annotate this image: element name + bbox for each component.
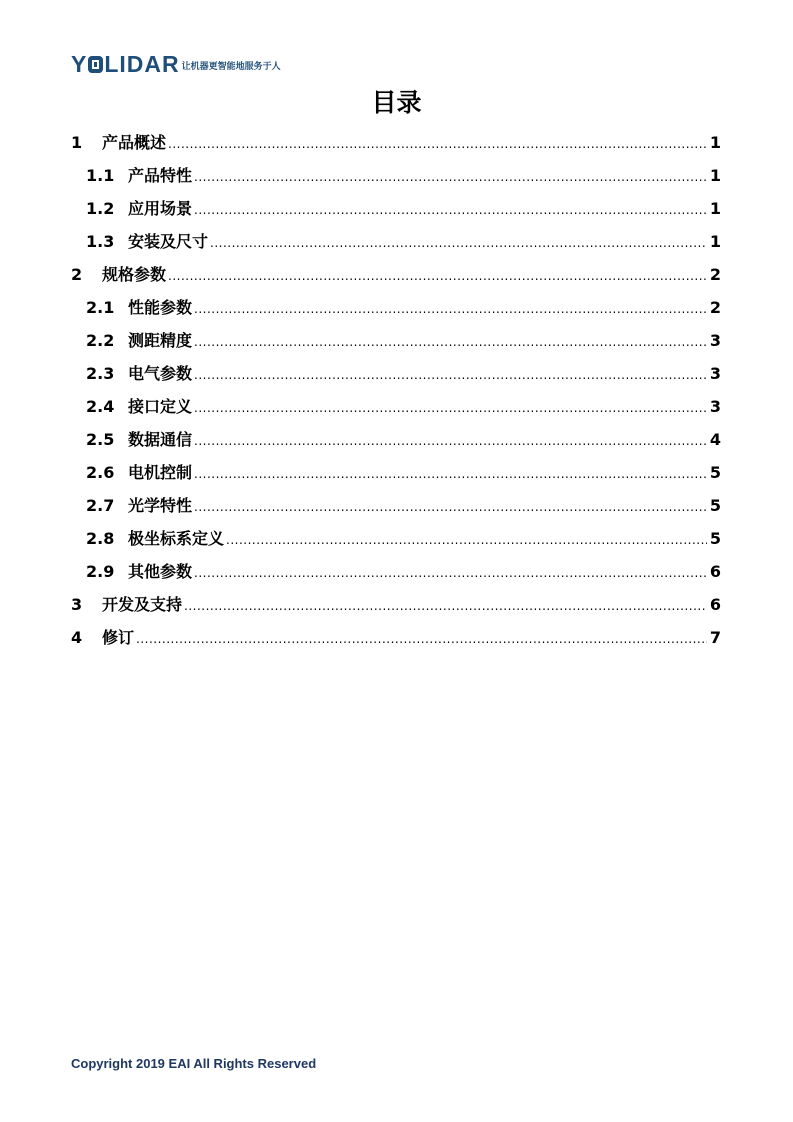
toc-entry-label: 接口定义 [128, 397, 193, 416]
toc-entry-label: 安装及尺寸 [128, 232, 209, 251]
toc-entry-number: 2.9 [86, 562, 115, 581]
toc-entry[interactable] [71, 556, 721, 589]
toc-entry-number: 2.3 [86, 364, 115, 383]
toc-dot-leader [194, 162, 707, 193]
toc-dot-leader [226, 525, 707, 556]
toc-entry[interactable] [71, 193, 721, 226]
toc-dot-leader [168, 261, 707, 292]
toc-entry-number: 1.3 [86, 232, 115, 251]
toc-dot-leader [184, 591, 707, 622]
toc-entry-page-number: 5 [709, 529, 721, 548]
toc-dot-leader [194, 360, 707, 391]
toc-entry-page-number: 1 [709, 166, 721, 185]
toc-entry[interactable] [71, 292, 721, 325]
toc-dot-leader [194, 393, 707, 424]
toc-entry-page-number: 5 [709, 496, 721, 515]
toc-entry[interactable] [71, 226, 721, 259]
logo-o-mark-icon [88, 56, 103, 73]
toc-entry-page-number: 3 [709, 364, 721, 383]
toc-entry-page-number: 5 [709, 463, 721, 482]
toc-entry-label: 数据通信 [128, 430, 193, 449]
toc-entry-page-number: 1 [709, 133, 721, 152]
logo-wordmark: Y LIDAR [71, 51, 180, 77]
toc-entry-number: 2.2 [86, 331, 115, 350]
toc-entry-number: 1 [71, 133, 83, 152]
toc-dot-leader [194, 558, 707, 589]
toc-entry-page-number: 1 [709, 199, 721, 218]
toc-dot-leader [168, 129, 707, 160]
toc-entry-label: 产品概述 [102, 133, 167, 152]
toc-entry-label: 应用场景 [128, 199, 193, 218]
toc-entry-number: 2.5 [86, 430, 115, 449]
toc-entry[interactable] [71, 523, 721, 556]
toc-entry-number: 2.1 [86, 298, 115, 317]
toc-entry-page-number: 6 [709, 562, 721, 581]
toc-dot-leader [194, 327, 707, 358]
toc-entry[interactable] [71, 358, 721, 391]
toc-entry-page-number: 4 [709, 430, 721, 449]
toc-entry-number: 2.7 [86, 496, 115, 515]
toc-entry-label: 测距精度 [128, 331, 193, 350]
toc-entry-label: 电机控制 [128, 463, 193, 482]
toc-dot-leader [210, 228, 707, 259]
toc-entry[interactable] [71, 490, 721, 523]
toc-entry-number: 1.2 [86, 199, 115, 218]
toc-entry[interactable] [71, 127, 721, 160]
toc-entry[interactable] [71, 160, 721, 193]
toc-dot-leader [194, 492, 707, 523]
toc-entry-number: 3 [71, 595, 83, 614]
toc-entry-number: 4 [71, 628, 83, 647]
footer-copyright: Copyright 2019 EAI All Rights Reserved [71, 1056, 317, 1071]
toc-dot-leader [194, 426, 707, 457]
brand-logo [71, 47, 281, 77]
toc-entry-number: 2 [71, 265, 83, 284]
toc-entry-label: 极坐标系定义 [128, 529, 225, 548]
toc-entry-number: 2.8 [86, 529, 115, 548]
toc-entry[interactable] [71, 325, 721, 358]
toc-entry-label: 性能参数 [128, 298, 193, 317]
toc-entry-page-number: 2 [709, 265, 721, 284]
toc-entry-page-number: 1 [709, 232, 721, 251]
toc-entry-number: 2.6 [86, 463, 115, 482]
toc-dot-leader [194, 195, 707, 226]
toc-entry-label: 修订 [102, 628, 135, 647]
toc-entry-label: 光学特性 [128, 496, 193, 515]
toc-entry-label: 其他参数 [128, 562, 193, 581]
toc-entry[interactable] [71, 457, 721, 490]
page-title: 目录 [371, 88, 422, 117]
toc-entry[interactable] [71, 589, 721, 622]
toc-entry-page-number: 3 [709, 331, 721, 350]
toc-entry[interactable] [71, 391, 721, 424]
toc-entry-label: 产品特性 [128, 166, 193, 185]
toc-entry-number: 1.1 [86, 166, 115, 185]
toc-entry-page-number: 7 [709, 628, 721, 647]
toc-entry-page-number: 6 [709, 595, 721, 614]
toc-entry-page-number: 2 [709, 298, 721, 317]
toc-entry[interactable] [71, 259, 721, 292]
toc-dot-leader [194, 459, 707, 490]
toc-entry-label: 规格参数 [102, 265, 167, 284]
toc-entry-label: 电气参数 [128, 364, 193, 383]
toc-entry[interactable] [71, 622, 721, 655]
toc-dot-leader [194, 294, 707, 325]
logo-tagline: 让机器更智能地服务于人 [181, 62, 281, 72]
toc-entry-label: 开发及支持 [102, 595, 183, 614]
toc-dot-leader [136, 624, 707, 655]
toc-entry-number: 2.4 [86, 397, 115, 416]
table-of-contents [71, 127, 721, 655]
toc-entry[interactable] [71, 424, 721, 457]
toc-entry-page-number: 3 [709, 397, 721, 416]
